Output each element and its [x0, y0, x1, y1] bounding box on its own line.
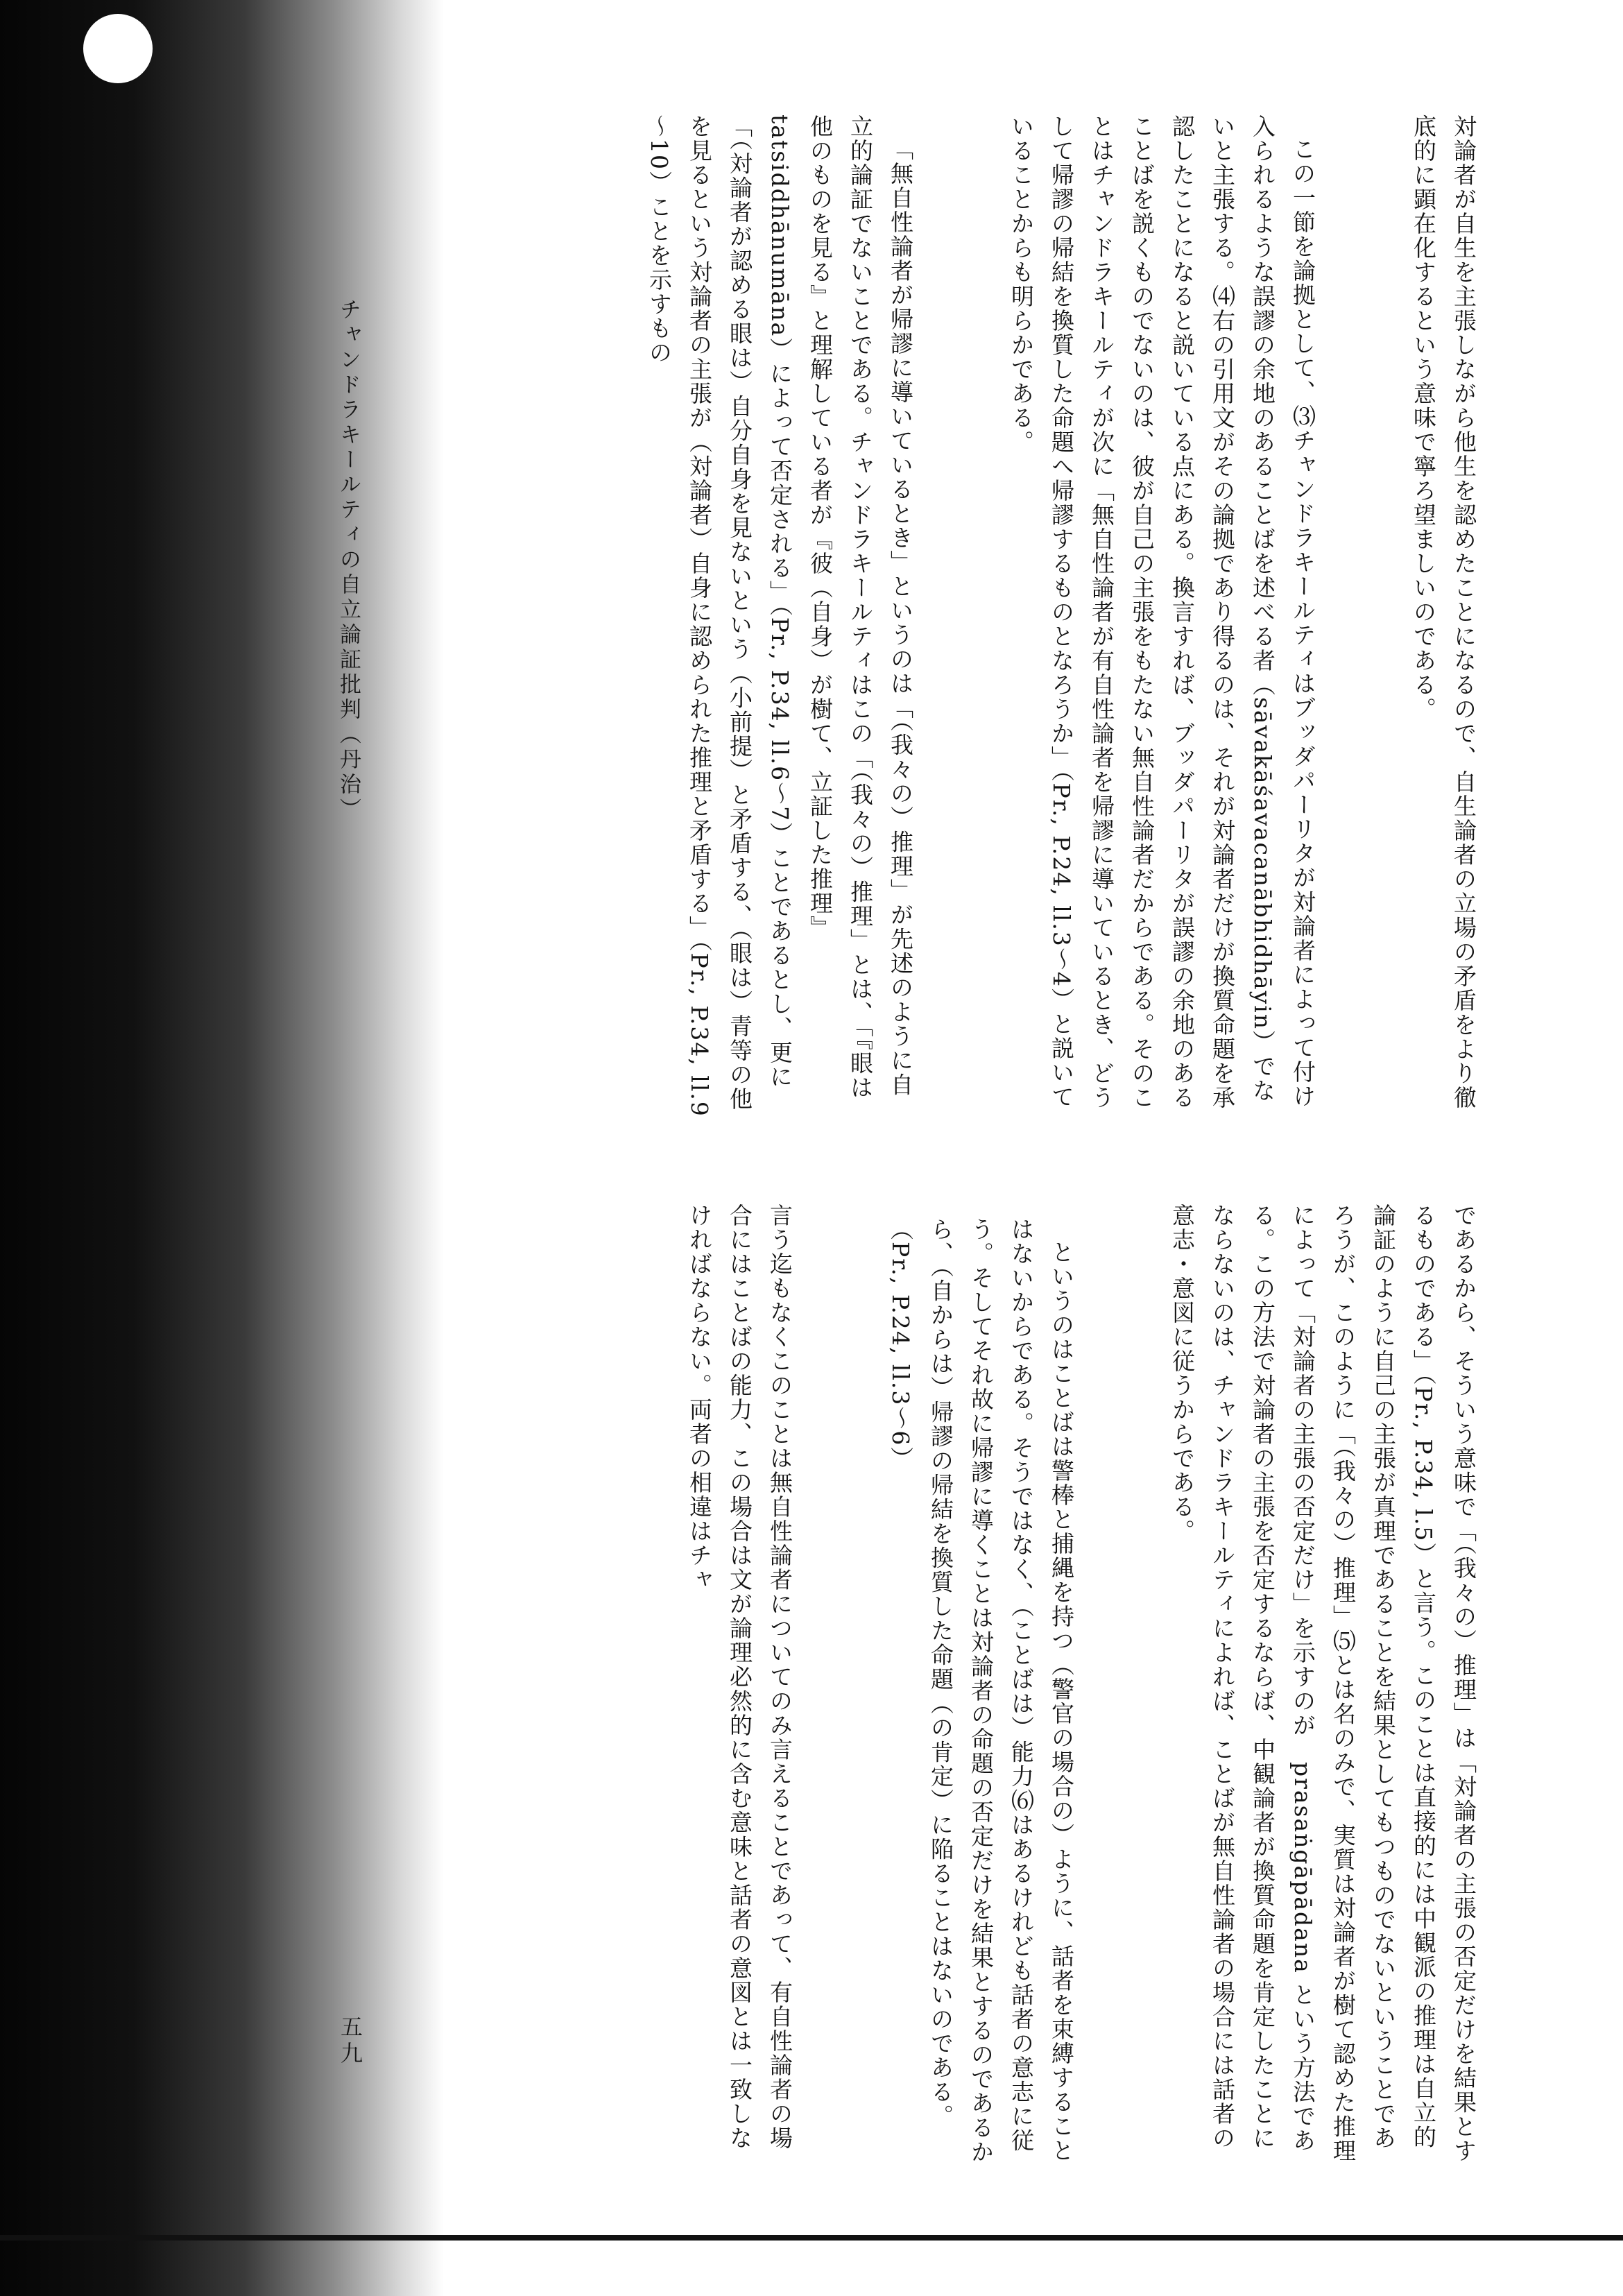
- punch-hole: [83, 14, 153, 83]
- paragraph: 「無自性論者が帰謬に導いているとき」というのは「（我々の）推理」が先述のように自立的論証でないことである。チャンドラキールティはこの「（我々の）推理」とは、「『眼は他のものを見る』と理解している者が『彼（自身）が樹て、立証した推理』tatsiddhānumāna）によって否定される」（Pr., P.34, ll.6～7）ことであるとし、更に「（対論者が認める眼は）自分自身を見ないという（小前提）と矛盾する、（眼は）青等の他を見るという対論者の主張が（対論者）自身に認められた推理と矛盾する」（Pr., P.34, ll.9～10）ことを示すもの: [646, 114, 914, 1117]
- running-title: チャンドラキールティの自立論証批判（丹治）: [336, 298, 361, 823]
- paragraph: 言う迄もなくこのことは無自性論者についてのみ言えることであって、有自性論者の場合にはことばの能力、この場合は文が論理必然的に含む意味と話者の意図とは一致しなければならない。両者の相違はチャ: [686, 1203, 793, 2150]
- scan-gutter-shadow: [0, 0, 444, 2296]
- block-quote: というのはことばは警棒と捕縄を持つ（警官の場合の）ように、話者を束縛することはないからである。そうではなく、（ことばは）能力⑹はあるけれども話者の意志に従う。そしてそれ故に帰謬に導くことは対論者の命題の否定だけを結果とするのであるから、（自からは）帰謬の帰結を換質した命題（の肯定）に陥ることはないのである。（Pr., P.24, ll.3～6）: [887, 1217, 1075, 2164]
- paragraph: この一節を論拠として、⑶チャンドラキールティはブッダパーリタが対論者によって付け入られるような誤謬の余地のあることばを述べる者（sāvakāśavacanābhidhāyin）でないと主張する。⑷右の引用文がその論拠であり得るのは、それが対論者だけが換質命題を承認したことになると説いている点にある。換言すれば、ブッダパーリタが誤謬の余地のあることばを説くものでないのは、彼が自己の主張をもたない無自性論者だからである。そのことはチャンドラキールティが次に「無自性論者が有自性論者を帰謬に導いているとき、どうして帰謬の帰結を換質した命題へ帰謬するものとなろうか」（Pr., P.24, ll.3～4）と説いていることからも明らかである。: [1008, 114, 1316, 1110]
- lower-text-column: [599, 1203, 1564, 2168]
- page-number: 五九: [337, 2015, 363, 2068]
- paragraph: 対論者が自生を主張しながら他生を認めたことになるので、自生論者の立場の矛盾をより徹底的に顕在化するという意味で寧ろ望ましいのである。: [1410, 114, 1477, 1110]
- page: [388, 0, 1568, 2220]
- paragraph: であるから、そういう意味で「（我々の）推理」は「対論者の主張の否定だけを結果とするものである」（Pr., P.34, l.5）と言う。このことは直接的には中観派の推理は自立的論証のように自己の主張が真理であることを結果としてもつものでないということであろうが、このように「（我々の）推理」⑸とは名のみで、実質は対論者が樹て認めた推理によって「対論者の主張の否定だけ」を示すのが prasaṅgāpādana という方法である。この方法で対論者の主張を否定するならば、中観論者が換質命題を肯定したことにならないのは、チャンドラキールティによれば、ことばが無自性論者の場合には話者の意志・意図に従うからである。: [1169, 1203, 1477, 2164]
- scan-bottom-edge: [0, 2235, 1623, 2241]
- upper-text-column: [558, 114, 1564, 1120]
